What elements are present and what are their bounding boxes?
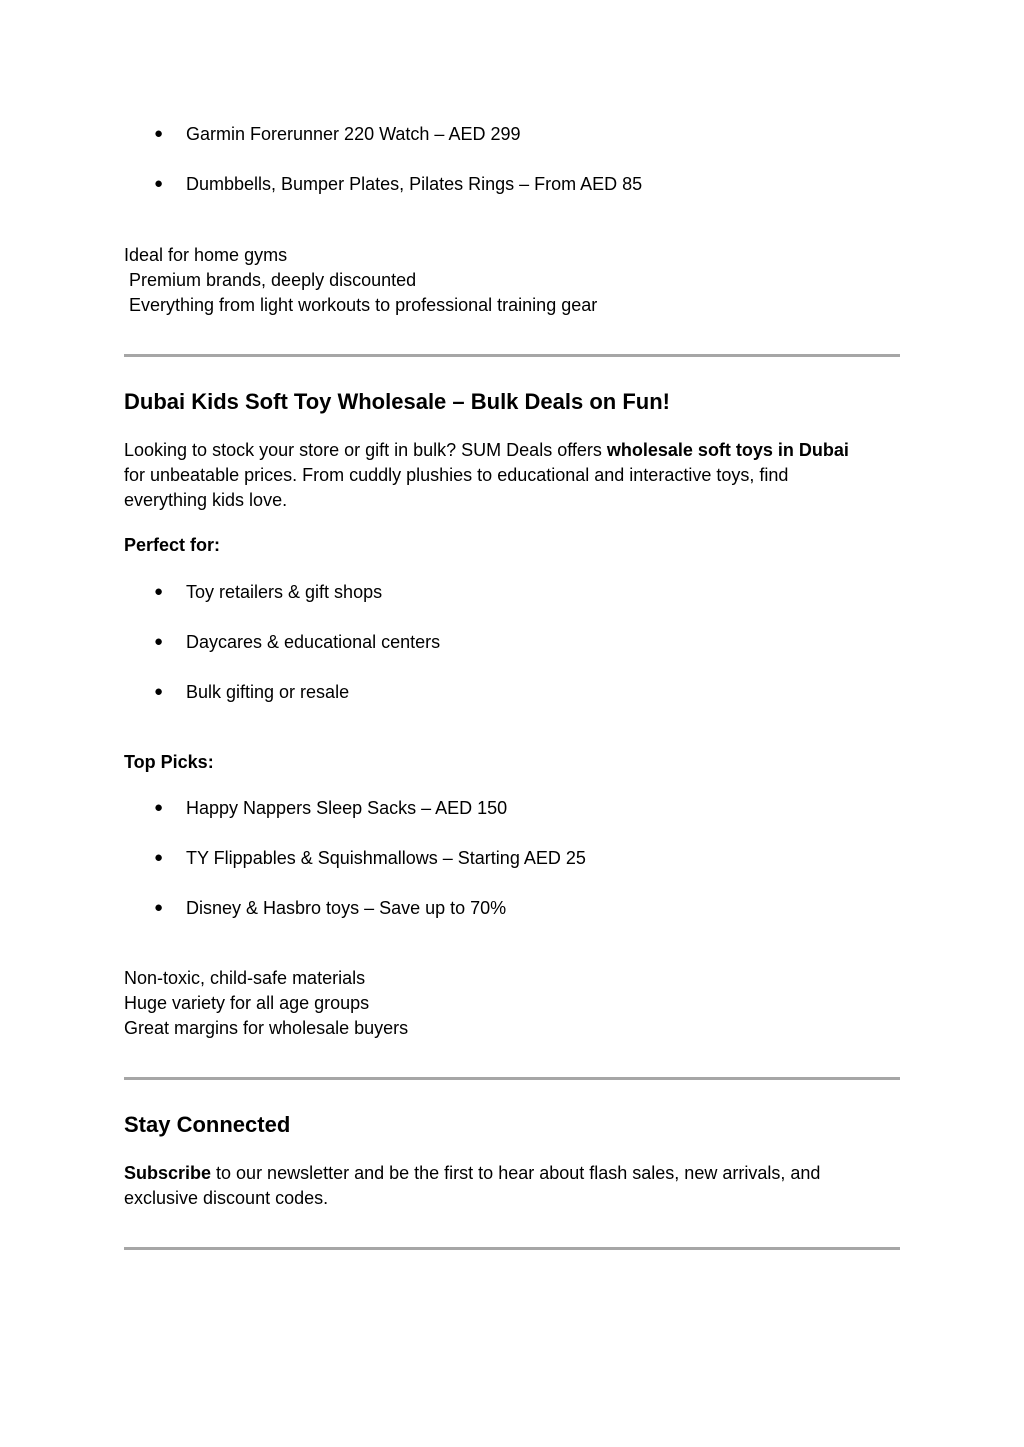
section-divider (124, 1247, 900, 1250)
feature-line: Huge variety for all age groups (124, 993, 370, 1013)
list-item-text: Garmin Forerunner 220 Watch – AED 299 (186, 124, 521, 144)
perfect-for-label: Perfect for: (124, 535, 221, 555)
intro-text: Looking to stock your store or gift in bulk? SUM Deals offers (124, 440, 607, 460)
section-heading: Dubai Kids Soft Toy Wholesale – Bulk Deals on Fun! (124, 389, 670, 414)
subscribe-bold-text: Subscribe (124, 1163, 212, 1183)
bullet-icon: ● (154, 683, 164, 700)
intro-line: for unbeatable prices. From cuddly plushies to educational and interactive toys, find (124, 465, 789, 485)
feature-line: Premium brands, deeply discounted (129, 270, 417, 290)
list-item-text: TY Flippables & Squishmallows – Starting AED 25 (186, 848, 586, 868)
feature-line: Great margins for wholesale buyers (124, 1018, 409, 1038)
subscribe-text: to our newsletter and be the first to hear about flash sales, new arrivals, and (211, 1163, 821, 1183)
list-item-text: Toy retailers & gift shops (186, 582, 383, 602)
bullet-icon: ● (154, 175, 164, 192)
bullet-icon: ● (154, 899, 164, 916)
intro-line: everything kids love. (124, 490, 288, 510)
feature-line: Everything from light workouts to professional training gear (129, 295, 598, 315)
bullet-icon: ● (154, 633, 164, 650)
bullet-icon: ● (154, 583, 164, 600)
intro-line (124, 438, 904, 463)
list-item-text: Dumbbells, Bumper Plates, Pilates Rings – From AED 85 (186, 174, 643, 194)
bullet-icon: ● (154, 799, 164, 816)
list-item-text: Disney & Hasbro toys – Save up to 70% (186, 898, 507, 918)
section-heading: Stay Connected (124, 1112, 291, 1137)
intro-paragraph (124, 438, 904, 513)
subscribe-paragraph (124, 1161, 904, 1211)
top-picks-label: Top Picks: (124, 752, 214, 772)
feature-line: Ideal for home gyms (124, 245, 288, 265)
list-item-text: Bulk gifting or resale (186, 682, 350, 702)
intro-bold-text: wholesale soft toys in Dubai (606, 440, 849, 460)
section-divider (124, 354, 900, 357)
bullet-icon: ● (154, 125, 164, 142)
feature-line: Non-toxic, child-safe materials (124, 968, 366, 988)
bullet-icon: ● (154, 849, 164, 866)
list-item-text: Happy Nappers Sleep Sacks – AED 150 (186, 798, 508, 818)
section-divider (124, 1077, 900, 1080)
subscribe-line: exclusive discount codes. (124, 1188, 329, 1208)
list-item-text: Daycares & educational centers (186, 632, 441, 652)
subscribe-line (124, 1161, 904, 1186)
